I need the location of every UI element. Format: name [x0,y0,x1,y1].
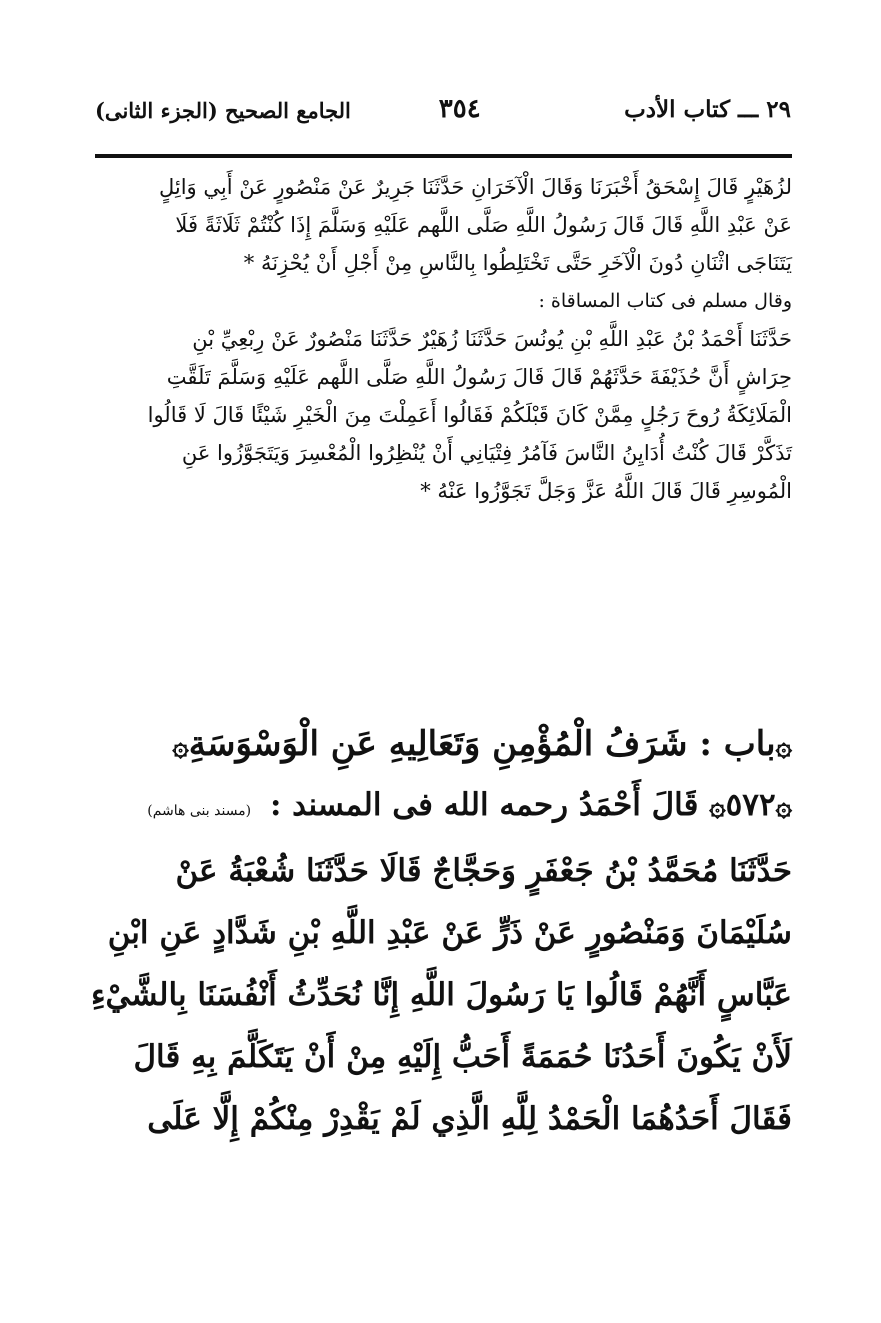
hadith-line: فَقَالَ أَحَدُهُمَا الْحَمْدُ لِلَّهِ الَّذِي لَمْ يَقْدِرْ مِنْكُمْ إِلَّا عَلَى [147,1101,792,1137]
hadith-line: حَدَّثَنَا مُحَمَّدُ بْنُ جَعْفَرٍ وَحَجَّاجٌ قَالَا حَدَّثَنَا شُعْبَةُ عَنْ [175,853,792,889]
subheading-line: وقال مسلم فى كتاب المساقاة : [538,290,792,312]
hadith-line: سُلَيْمَانَ وَمَنْصُورٍ عَنْ ذَرٍّ عَنْ عَبْدِ اللَّهِ بْنِ شَدَّادٍ عَنِ ابْنِ [107,915,792,951]
text-line: حِرَاشٍ أَنَّ حُذَيْفَةَ حَدَّثَهُمْ قَالَ قَالَ رَسُولُ اللَّهِ صَلَّى اللَّهم عَلَيْهِ وَسَلَّمَ تَلَقَّتِ [166,365,792,389]
text-line: عَنْ عَبْدِ اللَّهِ قَالَ قَالَ رَسُولُ اللَّهِ صَلَّى اللَّهم عَلَيْهِ وَسَلَّمَ إِذَا كُنْتُمْ ثَلَاثَةً فَلَا [175,213,792,237]
hadith-source: (مسند بنى هاشم) [147,803,252,819]
text-line: يَتَنَاجَى اثْنَانِ دُونَ الْآخَرِ حَتَّى تَخْتَلِطُوا بِالنَّاسِ مِنْ أَجْلِ أَنْ يُحْزِنَهُ * [243,251,792,275]
hadith-heading [130,776,792,840]
hadith-text-block [90,840,792,1150]
ornament-icon: ۞ [172,729,189,762]
page-header [95,96,791,136]
hadith-intro: قَالَ أَحْمَدُ رحمه الله فى المسند : [269,787,699,823]
chapter-section [90,714,792,1150]
hadith-line: لَأَنْ يَكُونَ أَحَدُنَا حُمَمَةً أَحَبُّ إِلَيْهِ مِنْ أَنْ يَتَكَلَّمَ بِهِ قَالَ [133,1039,792,1075]
top-text-block [100,168,792,510]
header-page-number: ٣٥٤ [438,94,481,124]
text-line: الْمَلَائِكَةُ رُوحَ رَجُلٍ مِمَّنْ كَانَ قَبْلَكُمْ فَقَالُوا أَعَمِلْتَ مِنَ الْخَيْرِ شَيْئًا قَالَ لَا قَالُوا [147,403,792,427]
ornament-icon: ۞ [709,789,726,822]
chapter-heading [130,714,792,776]
ornament-icon: ۞ [775,789,792,822]
ornament-icon: ۞ [775,729,792,762]
text-line: حَدَّثَنَا أَحْمَدُ بْنُ عَبْدِ اللَّهِ بْنِ يُونُسَ حَدَّثَنَا زُهَيْرٌ حَدَّثَنَا مَنْصُورٌ عَنْ رِبْعِيِّ بْنِ [192,327,792,351]
hadith-line: عَبَّاسٍ أَنَّهُمْ قَالُوا يَا رَسُولَ اللَّهِ إِنَّا نُحَدِّثُ أَنْفُسَنَا بِالشَّيْءِ [90,977,792,1013]
header-book-title: ٢٩ ـــ كتاب الأدب [624,96,791,123]
header-volume-title: الجامع الصحيح (الجزء الثانى) [95,98,351,123]
hadith-number: ٥٧٢ [725,787,776,823]
chapter-label: باب : شَرَفُ الْمُؤْمِنِ وَتَعَالِيهِ عَنِ الْوَسْوَسَةِ [188,724,776,764]
text-line: تَذَكَّرْ قَالَ كُنْتُ أُدَايِنُ النَّاسَ فَآمُرُ فِتْيَانِي أَنْ يُنْظِرُوا الْمُعْسِرَ وَيَتَجَوَّزُوا عَنِ [181,441,792,465]
text-line: لزُهَيْرٍ قَالَ إِسْحَقُ أَخْبَرَنَا وَقَالَ الْآخَرَانِ حَدَّثَنَا جَرِيرٌ عَنْ مَنْصُورٍ عَنْ أَبِي وَائِلٍ [158,175,792,199]
header-divider [95,154,792,158]
text-line: الْمُوسِرِ قَالَ قَالَ اللَّهُ عَزَّ وَجَلَّ تَجَوَّزُوا عَنْهُ * [420,479,792,503]
